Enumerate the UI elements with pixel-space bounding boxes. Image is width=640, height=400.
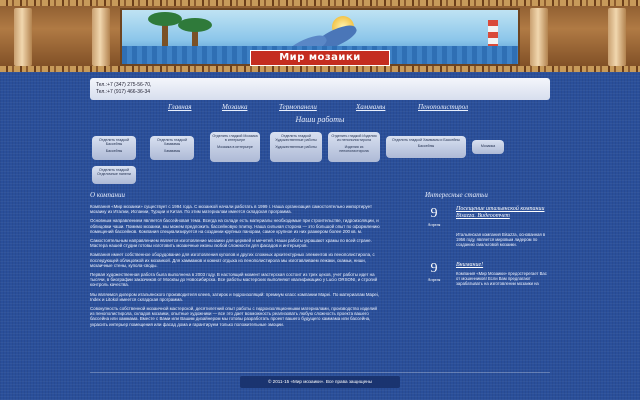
- nav-link-mosaic[interactable]: Мозаика: [222, 103, 248, 111]
- column-ornament: [608, 8, 626, 66]
- nav-link-polystyrene[interactable]: Пенополистирол: [418, 103, 469, 111]
- work-card-label: Изделия из пенополистирола: [339, 144, 369, 154]
- article-date: [424, 262, 444, 282]
- nav-link-home[interactable]: Главная: [168, 103, 192, 111]
- work-card-text: Отделить гладкой Отделочные панели: [97, 168, 131, 177]
- work-card-text: Отделить гладкой Художественные работы: [275, 134, 317, 143]
- work-card-text: Отделить гладкой Мозаика в интерьере: [212, 134, 258, 143]
- work-card-label: Бассейны: [417, 144, 435, 149]
- article-title-link[interactable]: Посещение итальянской компании Bisazza. Видеоотчет: [456, 206, 545, 219]
- work-card-panels[interactable]: [92, 166, 136, 184]
- column-ornament: [530, 8, 548, 66]
- article-day: 9: [430, 261, 438, 276]
- footer-copyright: © 2011-15 «Мир мозаики». Все права защищены: [240, 376, 400, 388]
- about-paragraph: Мы являемся дилером итальянского производителя клеев, затирок и гидроизоляций: премиум класс компании Mapei. По материалам Mapei, Index и Litokol имеется складская программа.: [90, 291, 380, 302]
- nav-link-thermopanels[interactable]: Термопанели: [279, 103, 317, 111]
- about-paragraph: Компания «Мир мозаики» существует с 1994 года. С мозаикой начали работать в 1999 г. Наша организация самостоятельно импортирует мозаику из Италии, Испании, Турции и Китая. По этим материалам имеется складская программа.: [90, 204, 372, 215]
- header-banner: [0, 0, 640, 72]
- work-card-hammams[interactable]: [150, 136, 194, 160]
- article-title-link[interactable]: Внимание!: [456, 262, 484, 268]
- about-paragraph: Самостоятельным направлением является изготовление мозаики для церквей и мечетей. Наши работы украшают храмы по всей стране. Мастера нашей студии готовы изготовить мозаичные иконы любой сложности для фасадов и интерьеров.: [90, 238, 372, 249]
- about-paragraph: Первая художественная работа была выполнена в 2003 году. В настоящий момент мастерская состоит из трех цехов, учет работы идет на тысячи, в биографии заказчиков от Москвы до Новосибирска. Все работы мастерских выполняют квалификацию у Lucio ORSONI, и строгий контроль качества.: [90, 272, 378, 288]
- article-day: 9: [430, 206, 438, 221]
- contact-phone-1: Тел.:+7 (347) 275-56-70,: [96, 82, 152, 88]
- column-ornament: [14, 8, 32, 66]
- articles-title: Интересные статьи: [425, 191, 488, 199]
- work-card-label: Хаммамы: [163, 148, 181, 153]
- contact-phone-2: Тел.:+7 (917) 466-36-34: [96, 89, 151, 95]
- work-card-interior-mosaic[interactable]: [210, 132, 260, 162]
- footer-divider: [90, 372, 550, 373]
- work-card-text: Отделить гладкой Хаммамы: [157, 138, 187, 147]
- about-title: О компании: [90, 191, 125, 199]
- work-card-label: Мозаика в интерьере: [217, 144, 253, 149]
- about-paragraph: Основным направлением является бассейновая тема. Всегда на складе есть материалы необходимые при строительстве, гидроизоляции, и облицовки чаши. Помимо мозаики, мы можем предложить бассейновую плитку. Наша сильная сторона — это большой опыт по оформлению помещений бассейнов. Компания специализируется на создании крупных панорам, самое крупное из них размером более 200 кв. м.: [90, 218, 380, 234]
- work-card-label: Мозаика: [480, 144, 496, 148]
- about-text: [90, 204, 380, 331]
- article-excerpt: Итальянская компания Bisazza, основанная в 1956 году, является мировым лидером по созданию смальтовой мозаики.: [456, 232, 546, 247]
- article-excerpt: Компания «Мир Мозаики» предостерегает Вас от мошенников! Если Вам предлагают зарабатывать на изготовлении мозаики на: [456, 271, 547, 286]
- site-logo[interactable]: Мир мозаики: [250, 50, 390, 66]
- nav-link-hammams[interactable]: Хаммамы: [356, 103, 386, 111]
- article-month: Апреля: [427, 222, 441, 227]
- work-card-label: Художественные работы: [275, 144, 317, 149]
- work-card-mosaic[interactable]: [472, 140, 504, 154]
- work-card-art-works[interactable]: [270, 132, 322, 162]
- article-month: Апреля: [427, 277, 441, 282]
- contact-box: [90, 78, 550, 100]
- work-card-label: Бассейны: [105, 148, 123, 153]
- greek-border-bottom: [0, 66, 640, 72]
- works-title: Наши работы: [295, 115, 345, 124]
- column-ornament: [92, 8, 110, 66]
- greek-border-top: [0, 0, 640, 6]
- about-paragraph: Компания имеет собственное оборудование для изготовления куполов и других сложных архитектурных элементов из пенополистирола, с последующей облицовкой их мозаикой. Для хаммамов и комнат отдыха из пенополистирола мы изготавливаем лежаки, скамьи, ниши, мозаичные стены, купола-своды.: [90, 252, 375, 268]
- work-card-hammams-pools[interactable]: [386, 136, 466, 158]
- article-date: [424, 207, 444, 227]
- work-card-pools[interactable]: [92, 136, 136, 160]
- work-card-text: Отделить гладкой Изделия из пенополистирола: [331, 134, 377, 143]
- work-card-text: Отделить гладкой Бассейны: [99, 138, 129, 147]
- about-paragraph: Совокупность собственной мозаичной мастерской, десятилетний опыт работы с гидроизоляционными материалами, производство изделий из пенополистирола, складов мозаики, опытные художники — все это дает возможность реализовать любую сложность проекта вашего бассейна или хаммама. Вместе с Вами или Вашим дизайнером мы готовы разработать проект вашего будущего хаммама или бассейна, украсить интерьер помещения или фасад дома и гарантируем только положительные эмоции.: [90, 306, 377, 327]
- work-card-polystyrene[interactable]: [328, 132, 380, 162]
- work-card-text: Отделить гладкой Хаммамы и Бассейны: [392, 138, 460, 142]
- main-nav: [0, 103, 640, 113]
